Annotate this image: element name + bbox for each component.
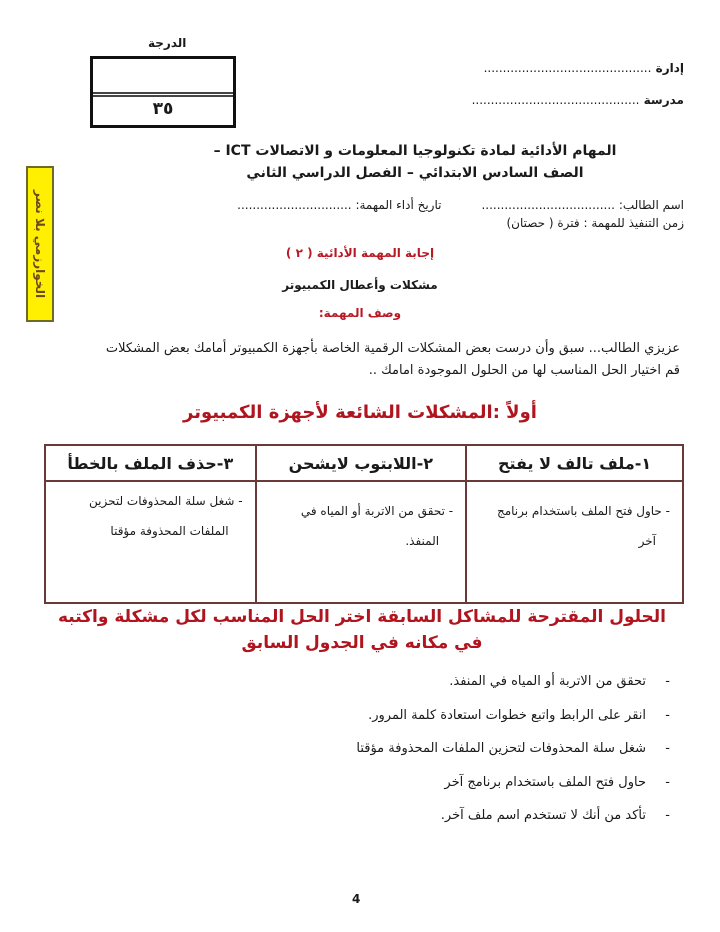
intro-paragraph <box>60 338 680 382</box>
solution-text: شغل سلة المحذوفات لتحزين الملفات المحذوفة مؤقتا <box>356 741 646 756</box>
title-line-2: الصف السادس الابتدائي – الفصل الدراسي الثاني <box>246 165 584 181</box>
table-header-row <box>45 445 683 481</box>
table-header-cell: ١-ملف تالف لا يفتح <box>466 445 683 481</box>
admin-fields <box>472 52 684 116</box>
answer-title: إجابة المهمة الأدائية ( ٢ ) <box>285 246 435 260</box>
table-cell <box>45 481 256 603</box>
topic-title: مشكلات وأعطال الكمبيوتر <box>282 278 438 292</box>
grade-label: الدرجة <box>148 36 187 50</box>
answer-text: - تحقق من الاتربة أو المياه في المنفذ. <box>300 504 454 548</box>
intro-line-2: قم اختيار الحل المناسب لها من الحلول الموجودة امامك .. <box>368 363 680 378</box>
task-date-field <box>237 196 441 214</box>
bullet-dash: - <box>665 707 670 723</box>
table-header-cell: ٢-اللابتوب لايشحن <box>256 445 467 481</box>
solution-text: تحقق من الاتربة أو المياه في المنفذ. <box>449 674 646 689</box>
table-header-cell: ٣-حذف الملف بالخطأ <box>45 445 256 481</box>
page-number: 4 <box>352 892 361 906</box>
student-name-label: اسم الطالب: <box>618 198 684 212</box>
table-cell <box>256 481 467 603</box>
solutions-list <box>356 668 670 836</box>
task-date-dots: .............................. <box>237 198 352 212</box>
page-title <box>150 140 680 184</box>
intro-line-1: عزيزي الطالب... سبق وأن درست بعض المشكلات الرقمية الخاصة بأجهزة الكمبيوتر أمامك بعض المشكلات <box>105 341 680 356</box>
answer-text: - حاول فتح الملف باستخدام برنامج آخر <box>496 504 670 548</box>
solutions-heading: الحلول المقترحة للمشاكل السابقة اختر الحل المناسب لكل مشكلة واكتبه في مكانه في الجدول السابق <box>57 607 667 653</box>
task-duration: زمن التنفيذ للمهمة : فترة ( حصتان) <box>506 216 684 230</box>
school-label: مدرسة <box>643 93 684 107</box>
list-item <box>356 702 670 736</box>
grade-box <box>90 56 236 128</box>
bullet-dash: - <box>665 774 670 790</box>
department-dots: ............................................ <box>483 61 652 75</box>
solution-text: انقر على الرابط واتبع خطوات استعادة كلمة المرور. <box>368 707 646 723</box>
description-title: وصف المهمة: <box>318 306 402 320</box>
grade-divider <box>93 92 233 97</box>
list-item <box>356 735 670 769</box>
student-info <box>90 196 684 232</box>
task-date-label: تاريخ أداء المهمة: <box>355 198 442 212</box>
problems-table <box>44 444 684 604</box>
answer-text: - شغل سلة المحذوفات لتحزين الملفات المحذوفة مؤقتا <box>89 494 243 538</box>
list-item <box>356 802 670 836</box>
table-row <box>45 481 683 603</box>
student-name-dots: ................................... <box>481 198 615 212</box>
department-field <box>472 52 684 84</box>
section-heading: أولاً :المشكلات الشائعة لأجهزة الكمبيوتر <box>183 402 537 423</box>
solution-text: حاول فتح الملف باستخدام برنامج آخر <box>444 774 646 790</box>
bullet-dash: - <box>665 808 670 823</box>
grade-score: ٣٥ <box>152 99 174 119</box>
school-dots: ............................................ <box>471 93 640 107</box>
department-label: إدارة <box>655 61 684 75</box>
list-item <box>356 769 670 803</box>
student-name-field <box>481 196 684 214</box>
bullet-dash: - <box>665 741 670 756</box>
bullet-dash: - <box>665 674 670 689</box>
table-cell <box>466 481 683 603</box>
list-item <box>356 668 670 702</box>
solution-text: تأكد من أنك لا تستخدم اسم ملف آخر. <box>440 808 646 823</box>
side-tag: الخوارزمي بلا نصر <box>26 166 54 322</box>
title-line-1: المهام الأدائية لمادة تكنولوجيا المعلومات و الاتصالات ICT – <box>213 143 617 159</box>
school-field <box>472 84 684 116</box>
